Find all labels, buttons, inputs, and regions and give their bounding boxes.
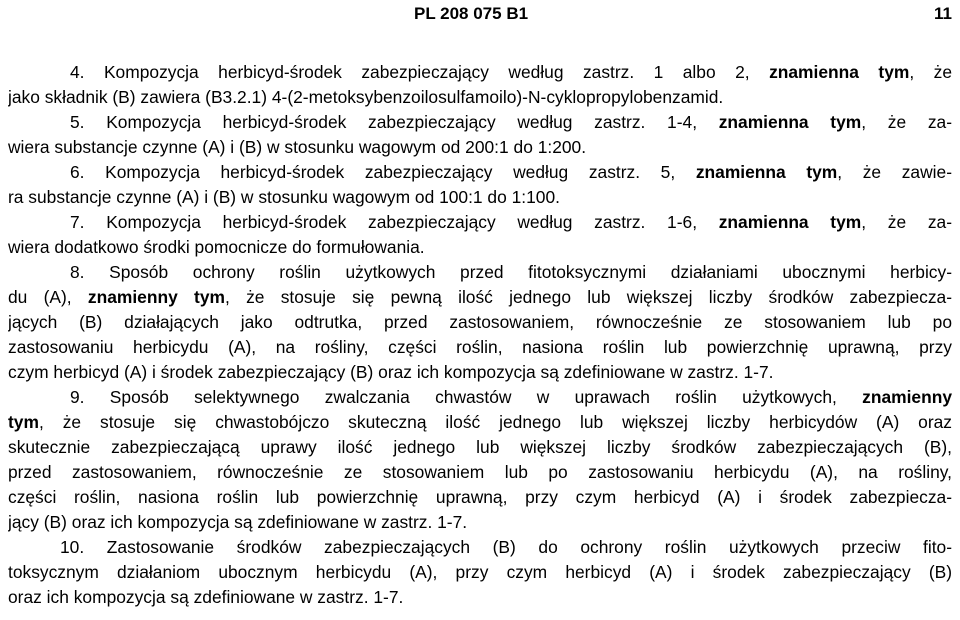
text-run: jako składnik (B) zawiera (B3.2.1) 4-(2-metoksybenzoilosulfamoilo)-N-cyklopropylobenzamid. [8,87,724,107]
text-run: , że zawie- [837,162,952,182]
claim-9-line-5 [8,485,952,510]
claim-keyword: znamienny tym [87,287,225,307]
text-run: jących (B) działających jako odtrutka, przed zastosowaniem, równocześnie ze stosowaniem lub po [8,312,952,332]
claim-keyword: znamienna tym [695,162,838,182]
text-run: ra substancje czynne (A) i (B) w stosunku wagowym od 100:1 do 1:100. [8,187,560,207]
text-run: , że stosuje się pewną ilość jednego lub większej liczby środków zabezpiecza- [224,287,952,307]
page-number: 11 [934,4,952,23]
claim-9-line-6 [8,510,952,535]
claim-8-line-4 [8,335,952,360]
claim-8-line-1 [8,260,952,285]
text-run: , że [909,62,952,82]
claim-8-line-2 [8,285,952,310]
claim-6-line-2 [8,185,952,210]
text-run: zastosowaniu herbicydu (A), na rośliny, części roślin, nasiona roślin lub powierzchnię uprawną, przy [8,337,952,357]
text-run: 6. Kompozycja herbicyd-środek zabezpieczający według zastrz. 5, [70,162,696,182]
text-run: przed zastosowaniem, równocześnie ze stosowaniem lub po zastosowaniu herbicydu (A), na rośliny, [8,462,952,482]
text-run: 8. Sposób ochrony roślin użytkowych przed fitotoksycznymi działaniami ubocznymi herbicy- [70,262,952,282]
text-run: , że za- [861,212,952,232]
text-run: , że za- [861,112,952,132]
text-run: 4. Kompozycja herbicyd-środek zabezpieczający według zastrz. 1 albo 2, [70,62,770,82]
claim-9-line-4 [8,460,952,485]
text-run: 5. Kompozycja herbicyd-środek zabezpieczający według zastrz. 1-4, [70,112,719,132]
text-run: części roślin, nasiona roślin lub powierzchnię uprawną, przy czym herbicyd (A) i środek zabezpiecza- [8,487,952,507]
publication-number: PL 208 075 B1 [414,4,529,23]
claim-10-line-2 [8,560,952,585]
text-run: oraz ich kompozycja są zdefiniowane w zastrz. 1-7. [8,587,404,607]
text-run: wiera substancje czynne (A) i (B) w stosunku wagowym od 200:1 do 1:200. [8,137,587,157]
text-run: wiera dodatkowo środki pomocnicze do formułowania. [8,237,425,257]
claims-text [8,60,952,610]
claim-keyword: znamienna tym [769,62,910,82]
claim-keyword: znamienna tym [718,112,862,132]
claim-5-line-1 [8,110,952,135]
claim-7-line-1 [8,210,952,235]
text-run: 7. Kompozycja herbicyd-środek zabezpieczający według zastrz. 1-6, [70,212,719,232]
text-run: czym herbicyd (A) i środek zabezpieczający (B) oraz ich kompozycja są zdefiniowane w zastrz. 1-7. [8,362,774,382]
claim-keyword: znamienna tym [718,212,862,232]
claim-7-line-2 [8,235,952,260]
text-run: 9. Sposób selektywnego zwalczania chwastów w uprawach roślin użytkowych, [70,387,863,407]
claim-4-line-2 [8,85,952,110]
claim-9-line-2 [8,410,952,435]
text-run: jący (B) oraz ich kompozycja są zdefiniowane w zastrz. 1-7. [8,512,468,532]
text-run: du (A), [8,287,88,307]
claim-keyword: tym [8,412,39,432]
claim-8-line-5 [8,360,952,385]
claim-5-line-2 [8,135,952,160]
claim-9-line-1 [8,385,952,410]
claim-8-line-3 [8,310,952,335]
claim-9-line-3 [8,435,952,460]
text-run: skutecznie zabezpieczającą uprawy ilość jednego lub większej liczby środków zabezpieczających (B), [8,437,952,457]
claim-6-line-1 [8,160,952,185]
page-header [0,2,960,26]
claim-10-line-3 [8,585,952,610]
claim-10-line-1 [8,535,952,560]
text-run: toksycznym działaniom ubocznym herbicydu (A), przy czym herbicyd (A) i środek zabezpieczający (B) [8,562,952,582]
text-run: 10. Zastosowanie środków zabezpieczających (B) do ochrony roślin użytkowych przeciw fito- [60,537,952,557]
text-run: , że stosuje się chwastobójczo skuteczną ilość jednego lub większej liczby herbicydów (A) oraz [38,412,952,432]
claim-keyword: znamienny [862,387,952,407]
claim-4-line-1 [8,60,952,85]
